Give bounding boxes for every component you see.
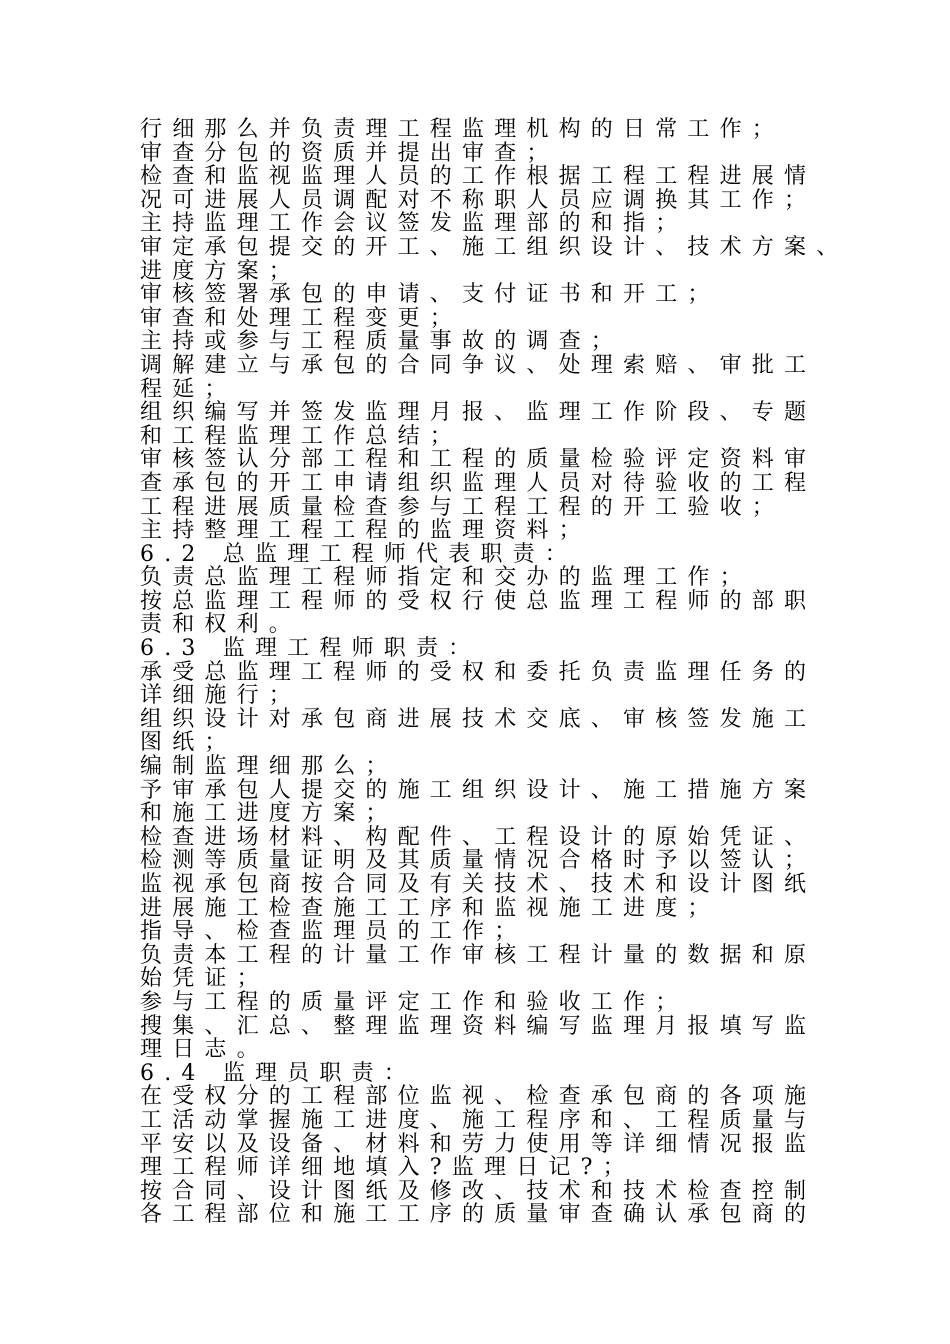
text-line: 工程进展质量检查参与工程工程的开工验收； xyxy=(140,494,785,520)
text-line: 编制监理细那么； xyxy=(140,754,398,780)
text-line: 图纸； xyxy=(140,730,237,756)
text-line: 组织设计对承包商进展技术交底、审核签发施工 xyxy=(140,706,817,732)
text-line: 按合同、设计图纸及修改、技术和技术检查控制 xyxy=(140,1178,817,1204)
text-line: 程延； xyxy=(140,376,237,402)
text-line: 详细施行； xyxy=(140,683,302,709)
text-line: 进度方案； xyxy=(140,258,302,284)
text-line: 按总监理工程师的受权行使总监理工程师的部职 xyxy=(140,588,817,614)
text-line: 调解建立与承包的合同争议、处理索赔、审批工 xyxy=(140,352,817,378)
text-line: 行细那么并负责理工程监理机构的日常工作； xyxy=(140,117,785,142)
text-line: 参与工程的质量评定工作和验收工作； xyxy=(140,989,688,1015)
text-line: 进展施工检查施工工序和监视施工进度； xyxy=(140,895,720,921)
text-line: 在受权分的工程部位监视、检查承包商的各项施 xyxy=(140,1084,817,1110)
text-line: 承受总监理工程师的受权和委托负责监理任务的 xyxy=(140,659,817,685)
text-line: 审定承包提交的开工、施工组织设计、技术方案、 xyxy=(140,234,849,260)
text-line: 主持监理工作会议签发监理部的和指； xyxy=(140,211,688,237)
text-line: 各工程部位和施工工序的质量审查确认承包商的 xyxy=(140,1202,817,1228)
text-line: 审查和处理工程变更； xyxy=(140,305,463,331)
body-text xyxy=(140,117,849,1228)
text-line: 审核签署承包的申请、支付证书和开工； xyxy=(140,282,720,308)
text-line: 监视承包商按合同及有关技术、技术和设计图纸 xyxy=(140,872,817,897)
text-line: 主持或参与工程质量事故的调查； xyxy=(140,329,624,355)
text-line: 责和权利。 xyxy=(140,612,302,638)
section-heading: 6.2 总监理工程师代表职责： xyxy=(140,541,577,567)
section-heading: 6.3 监理工程师职责： xyxy=(140,636,481,662)
text-line: 审核签认分部工程和工程的质量检验评定资料审 xyxy=(140,447,817,473)
text-line: 指导、检查监理员的工作； xyxy=(140,919,527,945)
text-line: 理日志。 xyxy=(140,1037,269,1063)
text-line: 况可进展人员调配对不称职人员应调换其工作； xyxy=(140,187,817,213)
text-line: 负责本工程的计量工作审核工程计量的数据和原 xyxy=(140,942,817,968)
text-line: 检查进场材料、构配件、工程设计的原始凭证、 xyxy=(140,824,817,850)
text-line: 搜集、汇总、整理监理资料编写监理月报填写监 xyxy=(140,1013,817,1039)
text-line: 和施工进度方案； xyxy=(140,801,398,827)
text-line: 工活动掌握施工进度、施工程序和、工程质量与 xyxy=(140,1107,817,1133)
text-line: 检测等质量证明及其质量情况合格时予以签认； xyxy=(140,848,817,874)
text-line: 予审承包人提交的施工组织设计、施工措施方案 xyxy=(140,777,817,803)
text-line: 平安以及设备、材料和劳力使用等详细情况报监 xyxy=(140,1131,817,1157)
text-line: 始凭证； xyxy=(140,966,269,992)
text-line: 理工程师详细地填入?监理日记?； xyxy=(140,1155,635,1181)
text-line: 检查和监视监理人员的工作根据工程工程进展情 xyxy=(140,164,817,190)
text-line: 和工程监理工作总结； xyxy=(140,423,463,449)
text-line: 查承包的开工申请组织监理人员对待验收的工程 xyxy=(140,470,817,496)
section-heading: 6.4 监理员职责： xyxy=(140,1060,416,1086)
text-line: 主持整理工程工程的监理资料； xyxy=(140,518,591,544)
text-line: 审查分包的资质并提出审查； xyxy=(140,140,559,166)
text-line: 负责总监理工程师指定和交办的监理工作； xyxy=(140,565,752,591)
text-line: 组织编写并签发监理月报、监理工作阶段、专题 xyxy=(140,400,817,426)
